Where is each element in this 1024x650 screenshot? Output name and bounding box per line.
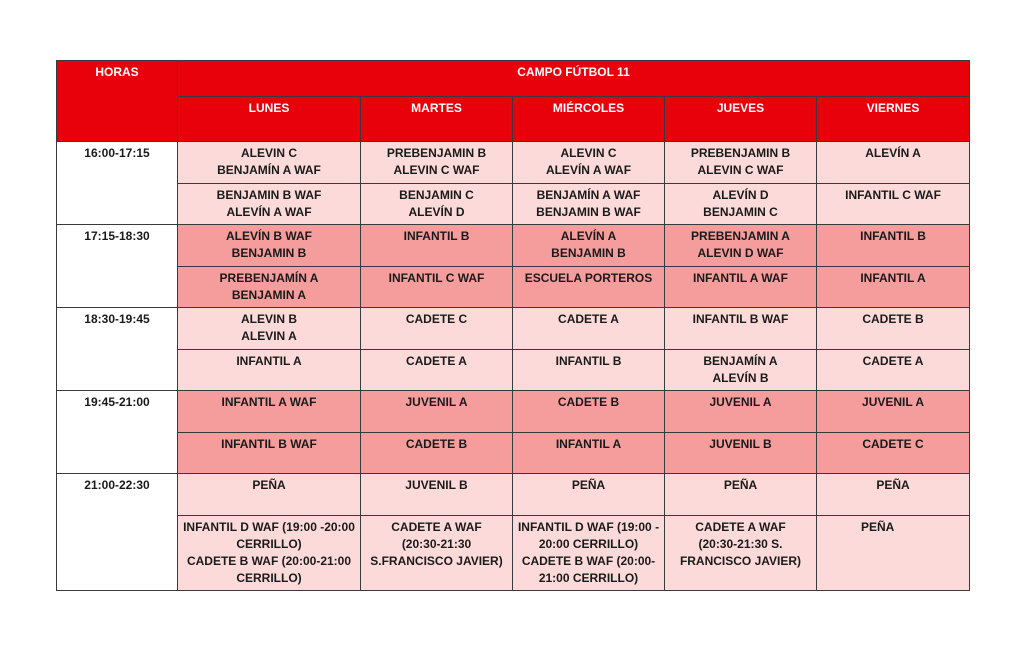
schedule-cell: PREBENJAMIN B ALEVIN C WAF [361,142,513,184]
table-row [57,391,970,433]
schedule-cell: PREBENJAMÍN A BENJAMIN A [178,267,361,308]
table-row [57,267,970,308]
table-row [57,350,970,391]
day-header-martes: MARTES [361,97,513,142]
time-slot: 16:00-17:15 [57,142,178,225]
schedule-cell: PREBENJAMIN A ALEVIN D WAF [665,225,817,267]
schedule-cell: INFANTIL B [513,350,665,391]
schedule-cell: PREBENJAMIN B ALEVIN C WAF [665,142,817,184]
schedule-cell: INFANTIL A [178,350,361,391]
schedule-cell: INFANTIL A WAF [665,267,817,308]
schedule-cell: CADETE A [817,350,970,391]
table-row [57,142,970,184]
schedule-cell: CADETE B [817,308,970,350]
day-header-viernes: VIERNES [817,97,970,142]
schedule-cell: CADETE B [361,433,513,474]
schedule-cell: CADETE A [361,350,513,391]
schedule-cell: CADETE C [361,308,513,350]
schedule-cell: PEÑA [178,474,361,516]
schedule-cell: ALEVIN C ALEVÍN A WAF [513,142,665,184]
table-row [57,184,970,225]
schedule-cell: CADETE A [513,308,665,350]
schedule-cell: INFANTIL B WAF [665,308,817,350]
schedule-cell: ESCUELA PORTEROS [513,267,665,308]
schedule-cell: CADETE A WAF (20:30-21:30 S. FRANCISCO JAVIER) [665,516,817,591]
schedule-cell: INFANTIL D WAF (19:00 -20:00 CERRILLO) CADETE B WAF (20:00-21:00 CERRILLO) [178,516,361,591]
schedule-cell: INFANTIL A [513,433,665,474]
schedule-cell: INFANTIL B [817,225,970,267]
schedule-cell: JUVENIL A [665,391,817,433]
schedule-cell: CADETE A WAF (20:30-21:30 S.FRANCISCO JAVIER) [361,516,513,591]
day-header-lunes: LUNES [178,97,361,142]
schedule-cell: BENJAMIN C ALEVÍN D [361,184,513,225]
table-row [57,516,970,591]
table-row [57,225,970,267]
schedule-cell: CADETE C [817,433,970,474]
schedule-cell: INFANTIL D WAF (19:00 - 20:00 CERRILLO) CADETE B WAF (20:00- 21:00 CERRILLO) [513,516,665,591]
schedule-cell: INFANTIL C WAF [361,267,513,308]
campo-header: CAMPO FÚTBOL 11 [178,61,970,97]
schedule-cell: BENJAMIN B WAF ALEVÍN A WAF [178,184,361,225]
schedule-cell: PEÑA [817,516,970,591]
time-slot: 17:15-18:30 [57,225,178,308]
schedule-cell: BENJAMÍN A ALEVÍN B [665,350,817,391]
table-row [57,308,970,350]
day-header-jueves: JUEVES [665,97,817,142]
day-header-miercoles: MIÉRCOLES [513,97,665,142]
schedule-cell: JUVENIL B [665,433,817,474]
schedule-cell: INFANTIL B WAF [178,433,361,474]
time-slot: 21:00-22:30 [57,474,178,591]
schedule-cell: ALEVÍN A [817,142,970,184]
schedule-cell: INFANTIL B [361,225,513,267]
schedule-cell: ALEVÍN B WAF BENJAMIN B [178,225,361,267]
horas-header: HORAS [57,61,178,142]
schedule-cell: ALEVIN C BENJAMÍN A WAF [178,142,361,184]
schedule-cell: CADETE B [513,391,665,433]
schedule-cell: INFANTIL A [817,267,970,308]
schedule-table [56,60,970,591]
schedule-cell: BENJAMÍN A WAF BENJAMIN B WAF [513,184,665,225]
table-row [57,433,970,474]
time-slot: 18:30-19:45 [57,308,178,391]
table-row [57,474,970,516]
schedule-cell: PEÑA [665,474,817,516]
schedule-cell: INFANTIL C WAF [817,184,970,225]
schedule-cell: JUVENIL B [361,474,513,516]
schedule-cell: ALEVÍN A BENJAMIN B [513,225,665,267]
schedule-cell: ALEVÍN D BENJAMIN C [665,184,817,225]
schedule-cell: INFANTIL A WAF [178,391,361,433]
schedule-cell: PEÑA [817,474,970,516]
schedule-cell: JUVENIL A [361,391,513,433]
schedule-cell: ALEVIN B ALEVIN A [178,308,361,350]
schedule-cell: PEÑA [513,474,665,516]
time-slot: 19:45-21:00 [57,391,178,474]
schedule-cell: JUVENIL A [817,391,970,433]
